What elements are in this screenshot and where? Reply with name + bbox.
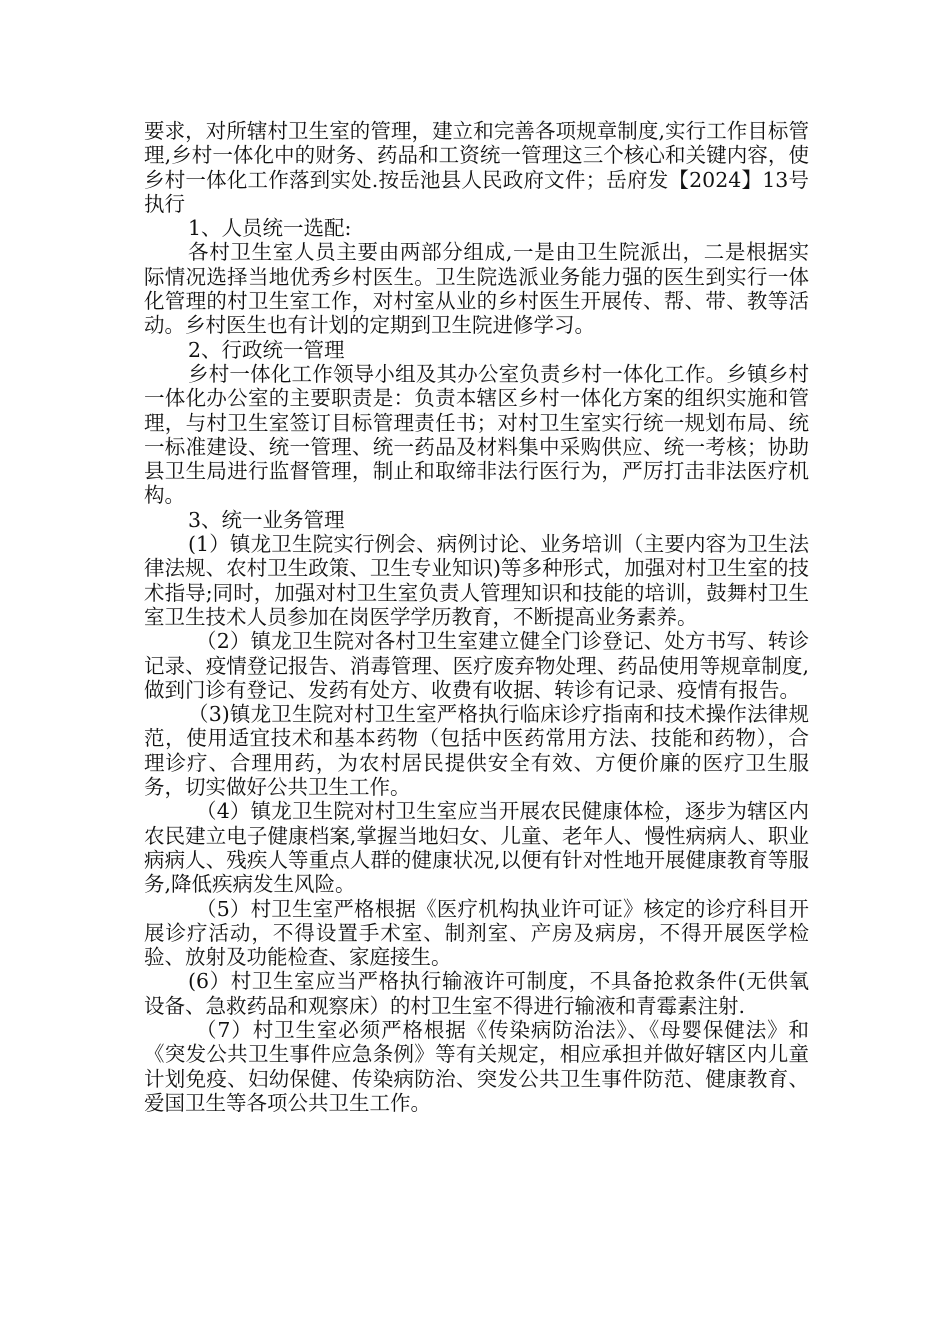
list-item-7: （7）村卫生室必须严格根据《传染病防治法》、《母婴保健法》和《突发公共卫生事件应急条例》等有关规定，相应承担并做好辖区内儿童计划免疫、妇幼保健、传染病防治、突发公共卫生事件防范、健康教育、爱国卫生等各项公共卫生工作。	[144, 1017, 809, 1115]
section-heading-business: 3、统一业务管理	[188, 507, 345, 532]
section-heading-administration: 2、行政统一管理	[188, 337, 345, 362]
list-item-4: （4）镇龙卫生院对村卫生室应当开展农民健康体检，逐步为辖区内农民建立电子健康档案,掌握当地妇女、儿童、老年人、慢性病病人、职业病病人、残疾人等重点人群的健康状况,以便有针对性地开展健康教育等服务,降低疾病发生风险。	[144, 799, 809, 897]
list-item-2: （2）镇龙卫生院对各村卫生室建立健全门诊登记、处方书写、转诊记录、疫情登记报告、消毒管理、医疗废弃物处理、药品使用等规章制度,做到门诊有登记、发药有处方、收费有收据、转诊有记录、疫情有报告。	[144, 629, 809, 702]
body-paragraph-administration: 乡村一体化工作领导小组及其办公室负责乡村一体化工作。乡镇乡村一体化办公室的主要职责是：负责本辖区乡村一体化方案的组织实施和管理，与村卫生室签订目标管理责任书；对村卫生室实行统一规划布局、统一标准建设、统一管理、统一药品及材料集中采购供应、统一考核；协助县卫生局进行监督管理，制止和取缔非法行医行为，严厉打击非法医疗机构。	[144, 361, 809, 508]
list-item-1: (1）镇龙卫生院实行例会、病例讨论、业务培训（主要内容为卫生法律法规、农村卫生政策、卫生专业知识)等多种形式，加强对村卫生室的技术指导;同时，加强对村卫生室负责人管理知识和技能的培训，鼓舞村卫生室卫生技术人员参加在岗医学学历教育，不断提高业务素养。	[144, 532, 809, 629]
document-page	[144, 119, 809, 1115]
body-paragraph-continuation: 要求，对所辖村卫生室的管理，建立和完善各项规章制度,实行工作目标管理,乡村一体化中的财务、药品和工资统一管理这三个核心和关键内容，使乡村一体化工作落到实处.按岳池县人民政府文件；岳府发【2024】13号执行	[144, 119, 809, 216]
list-item-3: （3)镇龙卫生院对村卫生室严格执行临床诊疗指南和技术操作法律规范，使用适宜技术和基本药物（包括中医药常用方法、技能和药物），合理诊疗、合理用药，为农村居民提供安全有效、方便价廉的医疗卫生服务，切实做好公共卫生工作。	[144, 702, 809, 800]
list-item-5: （5）村卫生室严格根据《医疗机构执业许可证》核定的诊疗科目开展诊疗活动，不得设置手术室、制剂室、产房及病房，不得开展医学检验、放射及功能检查、家庭接生。	[144, 896, 809, 970]
list-item-6: (6）村卫生室应当严格执行输液许可制度，不具备抢救条件(无供氧设备、急救药品和观察床）的村卫生室不得进行输液和青霉素注射.	[144, 969, 809, 1018]
body-paragraph-personnel: 各村卫生室人员主要由两部分组成,一是由卫生院派出，二是根据实际情况选择当地优秀乡村医生。卫生院选派业务能力强的医生到实行一体化管理的村卫生室工作，对村室从业的乡村医生开展传、帮、带、教等活动。乡村医生也有计划的定期到卫生院进修学习。	[144, 240, 809, 338]
section-heading-personnel: 1、人员统一选配:	[188, 216, 352, 241]
